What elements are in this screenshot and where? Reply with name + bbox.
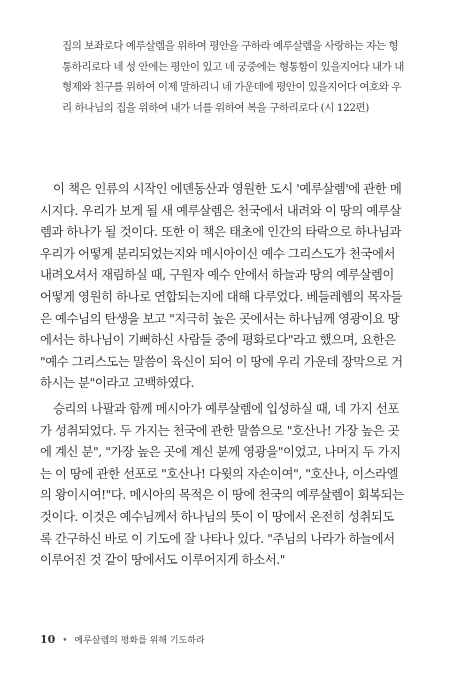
paragraph-2 — [40, 398, 436, 571]
text-line: 이루어진 것 같이 땅에서도 이루어지게 하소서." — [40, 552, 286, 568]
text-line: 는 이 땅에 관한 선포로 "호산나! 다윗의 자손이여", "호산나, 이스라엘 — [40, 465, 399, 481]
text-line: 승리의 나팔과 함께 메시아가 예루살렘에 입성하실 때, 네 가지 선포 — [53, 400, 399, 416]
text-line: 록 간구하신 바로 이 기도에 잘 나타나 있다. "주님의 나라가 하늘에서 — [40, 530, 395, 546]
scripture-quote — [62, 36, 432, 118]
body-text — [40, 178, 436, 571]
bullet-separator: • — [62, 636, 68, 646]
text-line: 시지다. 우리가 보게 될 새 예루살렘은 천국에서 내려와 이 땅의 예루살 — [40, 202, 401, 218]
text-line: 은 예수님의 탄생을 보고 "지극히 높은 곳에서는 하나님께 영광이요 땅 — [40, 310, 400, 326]
text-line: 에서는 하나님이 기뻐하신 사람들 중에 평화로다"라고 했으며, 요한은 — [40, 332, 396, 348]
text-line: 것이다. 이것은 예수님께서 하나님의 뜻이 이 땅에서 온전히 성취되도 — [40, 508, 394, 524]
running-title: 예루살렘의 평화를 위해 기도하라 — [74, 636, 205, 646]
quote-line: 집의 보좌로다 예루살렘을 위하여 평안을 구하라 예루살렘을 사랑하는 자는 형 — [62, 40, 399, 52]
quote-line: 통하리로다 네 성 안에는 평안이 있고 네 궁중에는 형통함이 있을지어다 내가 내 — [62, 60, 404, 73]
text-line: 의 왕이시여!"다. 메시아의 목적은 이 땅에 천국의 예루살렘이 회복되는 — [40, 487, 404, 503]
text-line: 이 책은 인류의 시작인 에덴동산과 영원한 도시 '예루살렘'에 관한 메 — [53, 181, 402, 196]
text-line: "예수 그리스도는 말씀이 육신이 되어 이 땅에 우리 가운데 장막으로 거 — [40, 353, 403, 369]
text-line: 하시는 분"이라고 고백하였다. — [40, 375, 194, 391]
text-line: 우리가 어떻게 분리되었는지와 메시아이신 예수 그리스도가 천국에서 — [40, 245, 395, 261]
text-line: 가 성취되었다. 두 가지는 천국에 관한 말씀으로 "호산나! 가장 높은 곳 — [40, 422, 400, 438]
text-line: 내려오셔서 재림하실 때, 구원자 예수 안에서 하늘과 땅의 예루살렘이 — [40, 267, 394, 283]
page-footer — [40, 633, 205, 646]
text-line: 렘과 하나가 될 것이다. 또한 이 책은 태초에 인간의 타락으로 하나님과 — [40, 224, 401, 240]
page-number: 10 — [40, 633, 56, 646]
quote-line: 형제와 친구를 위하여 이제 말하리니 네 가운데에 평안이 있을지어다 여호와 우 — [62, 81, 402, 93]
text-line: 어떻게 영원히 하나로 연합되는지에 대해 다루었다. 베들레헴의 목자들 — [40, 288, 402, 304]
quote-line: 리 하나님의 집을 위하여 내가 너를 위하여 복을 구하리로다 (시 122편) — [62, 101, 369, 114]
paragraph-1 — [40, 178, 436, 394]
text-line: 에 계신 분", "가장 높은 곳에 계신 분께 영광을"이었고, 나머지 두 가지 — [40, 444, 401, 460]
